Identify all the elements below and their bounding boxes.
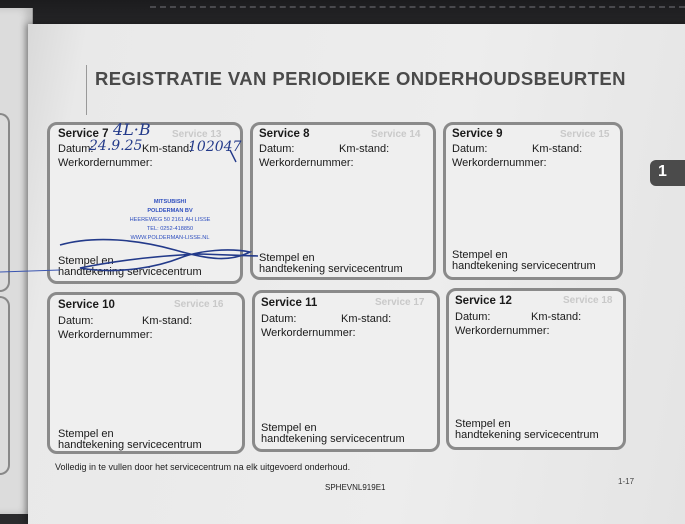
stempel-label: Stempel en bbox=[58, 428, 114, 440]
service-title: Service 9 bbox=[452, 128, 503, 140]
handwritten-date: 24.9.25 bbox=[89, 138, 143, 154]
handtekening-label: handtekening servicecentrum bbox=[58, 439, 202, 451]
stamp-line: MITSUBISHI bbox=[153, 199, 187, 205]
handtekening-label: handtekening servicecentrum bbox=[452, 260, 596, 272]
datum-label: Datum: bbox=[261, 313, 297, 325]
km-stand-label: Km-stand: bbox=[341, 313, 392, 325]
werkorder-label: Werkordernummer: bbox=[455, 325, 550, 337]
werkorder-label: Werkordernummer: bbox=[58, 329, 153, 341]
stamp-line: WWW.POLDERMAN-LISSE.NL bbox=[130, 235, 210, 241]
datum-label: Datum: bbox=[452, 143, 488, 155]
service-title: Service 12 bbox=[455, 295, 512, 307]
ghost-text: Service 16 bbox=[174, 299, 224, 310]
handwritten-initials: 4L·B bbox=[113, 120, 151, 139]
stempel-label: Stempel en bbox=[58, 255, 114, 267]
handwritten-mileage: 102047 bbox=[188, 139, 242, 155]
stempel-label: Stempel en bbox=[452, 249, 508, 261]
service-title: Service 7 bbox=[58, 128, 109, 140]
km-stand-label: Km-stand: bbox=[531, 311, 582, 323]
km-stand-label: Km-stand: bbox=[339, 143, 390, 155]
ghost-text: Service 17 bbox=[375, 297, 425, 308]
datum-label: Datum: bbox=[259, 143, 295, 155]
ghost-text: Service 14 bbox=[371, 129, 421, 140]
handtekening-label: handtekening servicecentrum bbox=[455, 429, 599, 441]
werkorder-label: Werkordernummer: bbox=[452, 157, 547, 169]
datum-label: Datum: bbox=[58, 315, 94, 327]
ghost-text: Service 15 bbox=[560, 129, 610, 140]
stempel-label: Stempel en bbox=[455, 418, 511, 430]
page-title: REGISTRATIE VAN PERIODIEKE ONDERHOUDSBEURTEN bbox=[95, 68, 626, 89]
page-number: 1-17 bbox=[618, 477, 635, 486]
stempel-label: Stempel en bbox=[261, 422, 317, 434]
footer-code: SPHEVNL919E1 bbox=[325, 483, 386, 492]
datum-label: Datum: bbox=[455, 311, 491, 323]
chapter-number: 1 bbox=[658, 163, 667, 180]
handtekening-label: handtekening servicecentrum bbox=[261, 433, 405, 445]
service-title: Service 10 bbox=[58, 299, 115, 311]
km-stand-label: Km-stand: bbox=[532, 143, 583, 155]
service-title: Service 11 bbox=[261, 297, 318, 309]
werkorder-label: Werkordernummer: bbox=[261, 327, 356, 339]
stamp-line: POLDERMAN BV bbox=[147, 208, 193, 214]
service-title: Service 8 bbox=[259, 128, 310, 140]
werkorder-label: Werkordernummer: bbox=[259, 157, 354, 169]
footer-note: Volledig in te vullen door het servicecentrum na elk uitgevoerd onderhoud. bbox=[55, 462, 351, 472]
stempel-label: Stempel en bbox=[259, 252, 315, 264]
km-stand-label: Km-stand: bbox=[142, 315, 193, 327]
handtekening-label: handtekening servicecentrum bbox=[259, 263, 403, 275]
km-stand-label: Km-stand: bbox=[142, 143, 193, 155]
werkorder-label: Werkordernummer: bbox=[58, 157, 153, 169]
datum-label: Datum: bbox=[58, 143, 94, 155]
stamp-line: TEL: 0252-418850 bbox=[146, 226, 194, 232]
ghost-text: Service 18 bbox=[563, 295, 613, 306]
handtekening-label: handtekening servicecentrum bbox=[58, 266, 202, 278]
ghost-text: Service 13 bbox=[172, 129, 222, 140]
stamp-line: HEEREWEG 50 2161 AH LISSE bbox=[129, 217, 211, 223]
